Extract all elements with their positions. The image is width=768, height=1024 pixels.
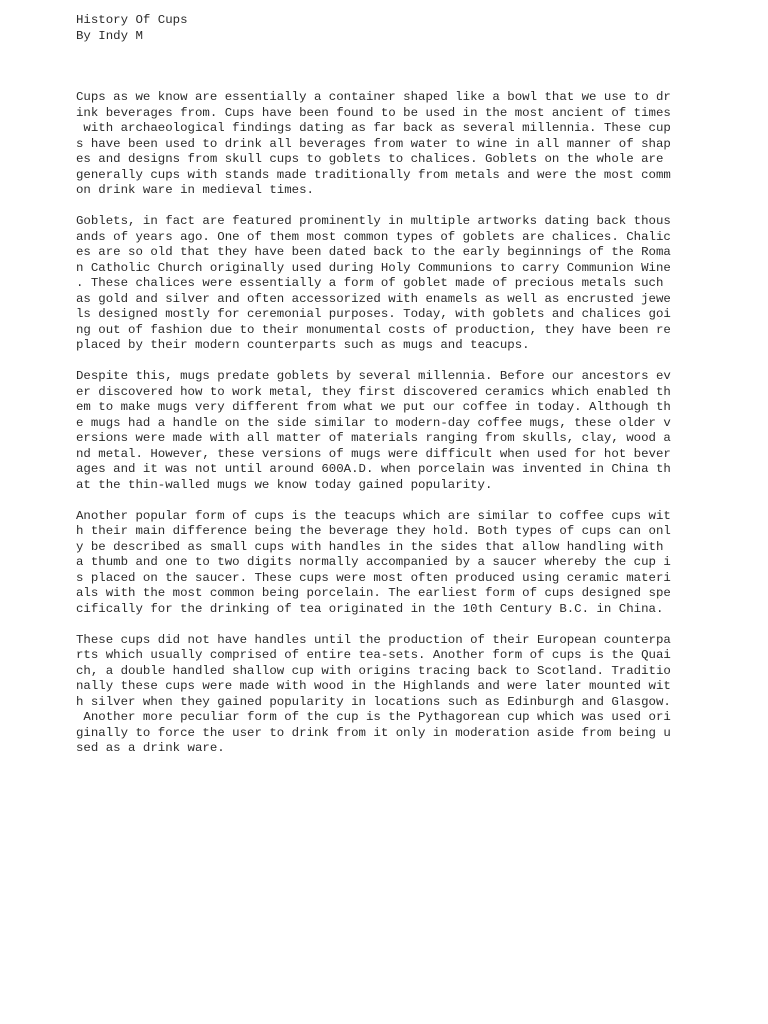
text-line: es are so old that they have been dated back to the early beginnings of the Roma xyxy=(76,245,671,259)
text-line: a thumb and one to two digits normally accompanied by a saucer whereby the cup i xyxy=(76,555,671,569)
text-line: Another more peculiar form of the cup is the Pythagorean cup which was used ori xyxy=(76,710,671,724)
text-line: ages and it was not until around 600A.D. when porcelain was invented in China th xyxy=(76,462,671,476)
text-line: with archaeological findings dating as far back as several millennia. These cup xyxy=(76,121,671,135)
text-line: as gold and silver and often accessorized with enamels as well as encrusted jewe xyxy=(76,291,671,306)
text-line: ink beverages from. Cups have been found to be used in the most ancient of times xyxy=(76,105,671,120)
text-line: at the thin-walled mugs we know today gained popularity. xyxy=(76,477,493,492)
text-line: rts which usually comprised of entire tea-sets. Another form of cups is the Quai xyxy=(76,648,671,662)
document-header xyxy=(76,13,696,44)
text-line: es and designs from skull cups to goblets to chalices. Goblets on the whole are xyxy=(76,152,664,166)
text-line: Despite this, mugs predate goblets by several millennia. Before our ancestors ev xyxy=(76,369,671,383)
text-line: s have been used to drink all beverages from water to wine in all manner of shap xyxy=(76,136,671,151)
text-line: ands of years ago. One of them most common types of goblets are chalices. Chalic xyxy=(76,229,671,244)
paragraph xyxy=(76,214,696,354)
text-line: ginally to force the user to drink from it only in moderation aside from being u xyxy=(76,725,671,740)
text-line: n Catholic Church originally used during Holy Communions to carry Communion Wine xyxy=(76,260,671,275)
text-line: . These chalices were essentially a form of goblet made of precious metals such xyxy=(76,276,664,290)
text-line: y be described as small cups with handles in the sides that allow handling with xyxy=(76,539,664,554)
text-line: em to make mugs very different from what we put our coffee in today. Although th xyxy=(76,400,671,414)
text-line: ch, a double handled shallow cup with origins tracing back to Scotland. Traditio xyxy=(76,663,671,678)
document-page xyxy=(76,13,696,772)
text-line: h their main difference being the beverage they hold. Both types of cups can onl xyxy=(76,524,671,538)
text-line: h silver when they gained popularity in locations such as Edinburgh and Glasgow. xyxy=(76,694,671,709)
text-line: Goblets, in fact are featured prominently in multiple artworks dating back thous xyxy=(76,214,671,228)
document-body xyxy=(76,90,696,757)
document-title: History Of Cups xyxy=(76,13,188,27)
text-line: on drink ware in medieval times. xyxy=(76,183,314,197)
text-line: generally cups with stands made traditionally from metals and were the most comm xyxy=(76,167,671,182)
text-line: als with the most common being porcelain. The earliest form of cups designed spe xyxy=(76,586,671,600)
text-line: er discovered how to work metal, they first discovered ceramics which enabled th xyxy=(76,384,671,399)
text-line: s placed on the saucer. These cups were most often produced using ceramic materi xyxy=(76,570,671,585)
text-line: e mugs had a handle on the side similar to modern-day coffee mugs, these older v xyxy=(76,415,671,430)
paragraph xyxy=(76,509,696,618)
text-line: These cups did not have handles until the production of their European counterpa xyxy=(76,632,671,647)
paragraph xyxy=(76,90,696,199)
text-line: sed as a drink ware. xyxy=(76,741,225,755)
text-line: Another popular form of cups is the teacups which are similar to coffee cups wit xyxy=(76,508,671,523)
text-line: ersions were made with all matter of materials ranging from skulls, clay, wood a xyxy=(76,431,671,445)
text-line: ls designed mostly for ceremonial purposes. Today, with goblets and chalices goi xyxy=(76,307,671,321)
text-line: Cups as we know are essentially a container shaped like a bowl that we use to dr xyxy=(76,90,671,104)
text-line: nally these cups were made with wood in the Highlands and were later mounted wit xyxy=(76,679,671,693)
text-line: ng out of fashion due to their monumental costs of production, they have been re xyxy=(76,322,671,337)
text-line: placed by their modern counterparts such as mugs and teacups. xyxy=(76,338,530,352)
paragraph xyxy=(76,633,696,757)
text-line: nd metal. However, these versions of mugs were difficult when used for hot bever xyxy=(76,446,671,461)
paragraph xyxy=(76,369,696,493)
document-author: By Indy M xyxy=(76,28,143,43)
text-line: cifically for the drinking of tea originated in the 10th Century B.C. in China. xyxy=(76,601,664,616)
